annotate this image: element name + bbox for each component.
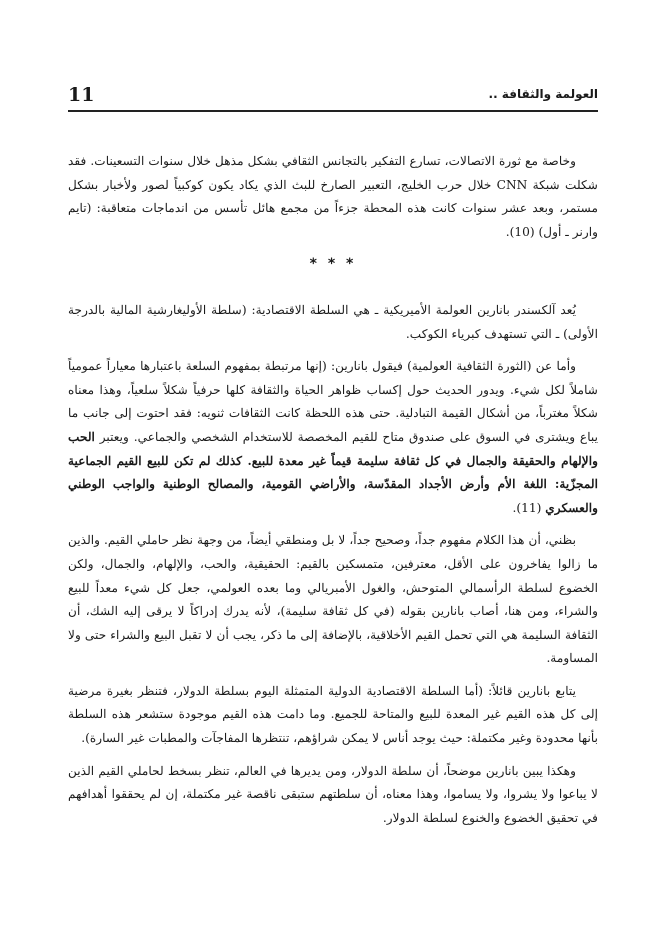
paragraph-1: وخاصة مع ثورة الاتصالات، تسارع التفكير بالتجانس الثقافي بشكل مذهل خلال سنوات التسعينات. فقد شكلت شبكة CNN خلال حرب الخليج، التعبير الصارخ للبث الذي يكاد يكون كوكبياً لصور ولأخبار بشكل مستمر، وبعد عشر سنوات كانت هذه المحطة جزءاً من مجمع هائل تأسس من اندماجات متعاقبة: (تايم وارنر ـ أول) (10).	[68, 154, 598, 239]
page-header	[68, 84, 598, 112]
paragraph-6: وهكذا يبين بانارين موضحاً، أن سلطة الدولار، ومن يديرها في العالم، تنظر بسخط لحاملي القيم الذين لا يباعوا ولا يشروا، ولا يساموا، وهذا معناه، أن سلطتهم ستبقى ناقصة غير مكتملة، إن لم يحققوا أهدافهم في تحقيق الخضوع والخنوع لسلطة الدولار.	[68, 763, 598, 825]
paragraph-2: يُعد آلكسندر بانارين العولمة الأميريكية ـ هي السلطة الاقتصادية: (سلطة الأوليغارشية المالية بالدرجة الأولى) ـ التي تستهدف كبرياء الكوكب.	[68, 302, 598, 341]
paragraph-3	[68, 355, 598, 520]
paragraph-5: يتابع بانارين قائلاً: (أما السلطة الاقتصادية الدولية المتمثلة اليوم بسلطة الدولار، فتنظر بغيرة مرضية إلى كل هذه القيم غير المعدة للبيع والمتاحة للجميع. وما دامت هذه القيم موجودة ستشعر هذه السلطة بأنها محدودة وغير مكتملة: حيث يوجد أناس لا يمكن شراؤهم، تنتظرها المفاجآت والمطبات غير السارة).	[68, 683, 598, 746]
running-title: العولمة والثقافة ..	[488, 87, 598, 101]
paragraph-4: بظني، أن هذا الكلام مفهوم جداً، وصحيح جداً، لا بل ومنطقي أيضاً، من وجهة نظر حاملي القيم. والذين ما زالوا يفاخرون على الأقل، معترفين، متمسكين بالقيم: الحقيقية، والحب، والإلهام، والجمال، ولكن الخضوع لسلطة الرأسمالي المتوحش، والغول الأمبريالي وما بعده العولمي، جعل كل شيء معداً للبيع والشراء، ومن هنا، أصاب بانارين بقوله (في كل ثقافة سليمة)، لأنه يدرك إدراكاً لا يرقى إليه الشك، أن الثقافة السليمة هي التي تحمل القيم الأخلاقية، بالإضافة إلى ما ذكر، يجب أن لا تقبل البيع والشراء حتى ولا المساومة.	[68, 533, 598, 666]
page-number: 11	[68, 84, 95, 106]
paragraph-3-text: وأما عن (الثورة الثقافية العولمية) فيقول بانارين: (إنها مرتبطة بمفهوم السلعة باعتبارها معياراً عمومياً شاملاً لكل شيء. ويدور الحديث حول إكساب ظواهر الحياة والثقافة كلها حرفياً شكلاً سلعياً، وهذا معناه شكلاً مغترباً، من أشكال القيمة التبادلية. حتى هذه اللحظة كانت الثقافات ثنويه: فقد احتوت إلى جانب ما يباع ويشترى في السوق على صندوق متاح للقيم المخصصة للاستخدام الشخصي والجماعي. ويعتبر	[68, 359, 598, 444]
paragraph-3-citation: (11).	[512, 500, 546, 515]
paragraph-3-bold-text: الحب والإلهام والحقيقة والجمال في كل ثقافة سليمة قيماً غير معدة للبيع. كذلك لم تكن للبيع القيم الجماعية المجزّية: اللغة الأم وأرض الأجداد المقدّسة، والأراضي القومية، والمصالح الوطنية والواجب الوطني والعسكري	[68, 429, 598, 515]
body-text	[68, 150, 598, 839]
section-separator: * * *	[309, 256, 357, 273]
